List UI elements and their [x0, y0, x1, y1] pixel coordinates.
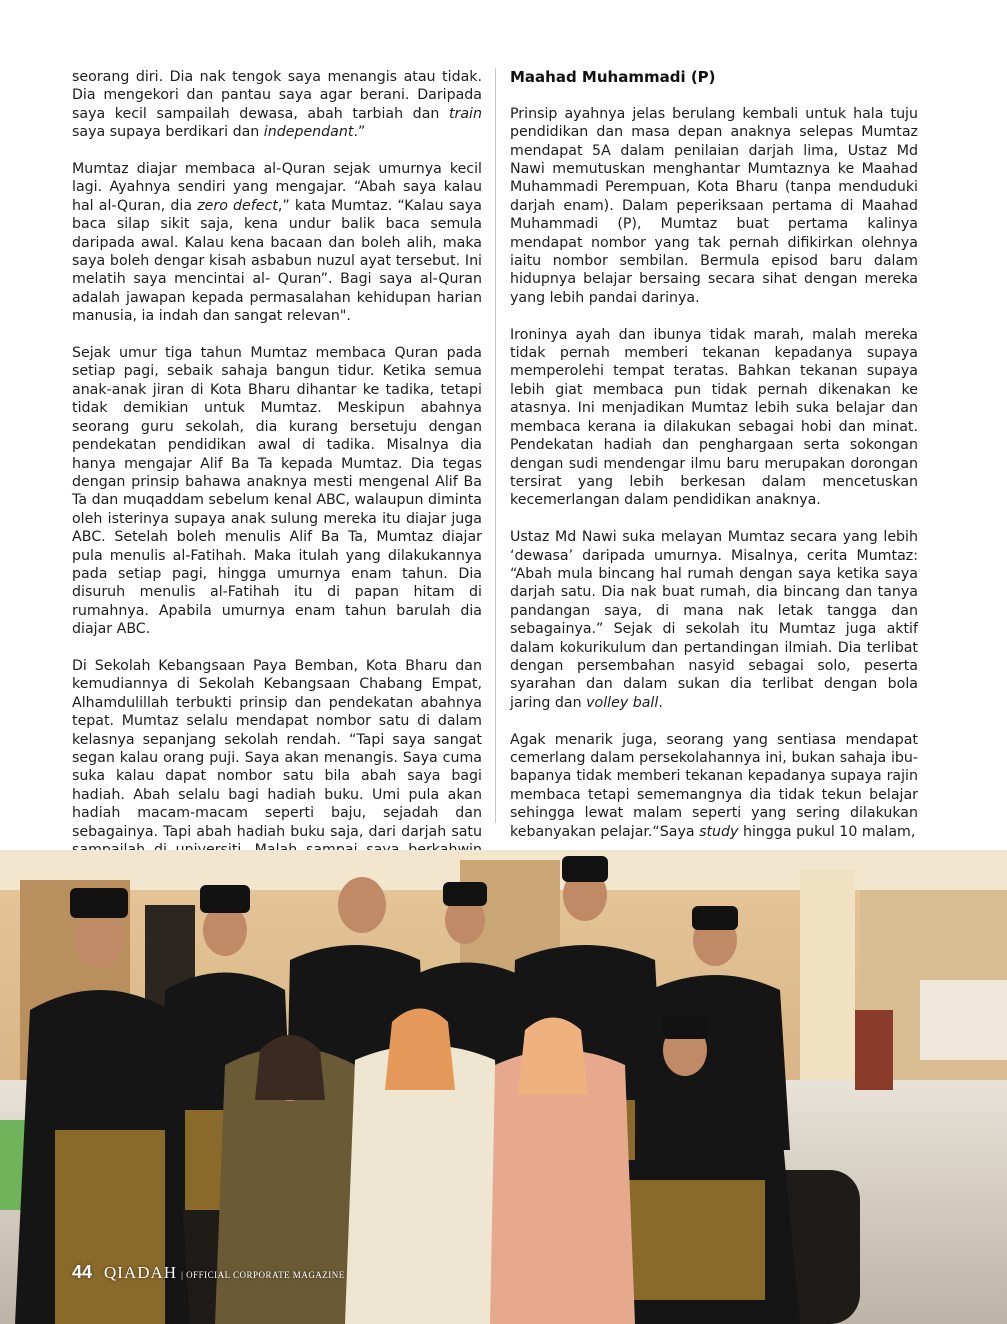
text-run: .	[658, 694, 663, 711]
italic-term: volley ball	[586, 694, 659, 711]
page-footer	[72, 1262, 345, 1286]
text-run: saya supaya berdikari dan	[72, 124, 264, 141]
section-heading: Maahad Muhammadi (P)	[510, 68, 716, 86]
italic-term: independant	[263, 124, 354, 141]
italic-term: zero defect	[197, 197, 278, 214]
right-paragraph-2	[510, 326, 918, 510]
text-run: hingga pukul 10 malam,	[738, 823, 916, 840]
right-paragraph-3	[510, 528, 918, 712]
text-run: Sejak umur tiga tahun Mumtaz membaca Quran pada setiap pagi, sebaik sahaja bangun tidur. Ketika semua anak-anak jiran di Kota Bharu dihantar ke tadika, tetapi tidak demikian untuk Mumtaz. Meskipun abahnya seorang guru sekolah, dia kurang bersetuju dengan pendekatan pendidikan awal di tadika. Misalnya dia hanya mengajar Alif Ba Ta kepada Mumtaz. Dia tegas dengan prinsip bahawa anaknya mesti mengenal Alif Ba Ta dan muqaddam sebelum kenal ABC, walaupun diminta oleh isterinya supaya anak sulung mereka itu diajar juga ABC. Setelah boleh menulis Alif Ba Ta, Mumtaz diajar pula menulis al-Fatihah. Maka itulah yang dilakukannya pada setiap pagi, hingga umurnya enam tahun. Dia disuruh menulis al-Fatihah itu di papan hitam di rumahnya. Apabila umurnya enam tahun barulah dia diajar ABC.	[72, 345, 482, 638]
page-number: 44	[72, 1262, 93, 1282]
left-paragraph-4	[72, 657, 482, 878]
magazine-tagline: | OFFICIAL CORPORATE MAGAZINE	[181, 1270, 345, 1280]
text-run: .”	[353, 124, 366, 141]
right-paragraph-4	[510, 731, 918, 841]
text-run: ,” kata Mumtaz. “Kalau saya baca silap sikit saja, kena undur balik baca semula daripada awal. Kalau kena bacaan dan boleh alih, maka saya boleh dengar kisah asbabun nuzul ayat tersebut. Ini melatih saya mencintai al- Quran”. Bagi saya al-Quran adalah jawapan kepada permasalahan kehidupan harian manusia, ia indah dan sangat relevan".	[72, 197, 482, 325]
group-photo	[0, 850, 1007, 1324]
magazine-logo: QIADAH	[104, 1263, 178, 1282]
column-divider	[495, 68, 496, 823]
right-column	[510, 68, 918, 841]
text-run: Ironinya ayah dan ibunya tidak marah, malah mereka tidak pernah memberi tekanan kepadanya supaya memperolehi tempat teratas. Bahkan tekanan supaya lebih giat membaca pun tidak pernah dikenakan ke atasnya. Ini menjadikan Mumtaz lebih suka belajar dan membaca kerana ia dilakukan sebagai hobi dan minat. Pendekatan hadiah dan penghargaan serta sokongan dengan sudi mendengar ilmu baru merupakan dorongan tersirat yang lebih berkesan dalam mencetuskan kecemerlangan dalam pendidikan anaknya.	[510, 326, 918, 509]
text-run: Agak menarik juga, seorang yang sentiasa mendapat cemerlang dalam persekolahannya ini, bukan sahaja ibu-bapanya tidak memberi tekanan kepadanya supaya rajin membaca tetapi sememangnya dia tidak tekun belajar sehingga lewat malam seperti yang sering dilakukan kebanyakan pelajar.“Saya	[510, 731, 918, 840]
left-paragraph-2	[72, 160, 482, 326]
italic-term: train	[448, 105, 482, 122]
right-paragraph-1	[510, 105, 918, 307]
italic-term: study	[699, 823, 739, 840]
left-paragraph-3	[72, 344, 482, 639]
text-run: Mumtaz diajar membaca al-Quran sejak umurnya kecil lagi. Ayahnya sendiri yang mengajar. “Abah saya kalau hal al-Quran, dia	[72, 161, 482, 214]
text-run: Di Sekolah Kebangsaan Paya Bemban, Kota Bharu dan kemudiannya di Sekolah Kebangsaan Chabang Empat, Alhamdulillah terbukti prinsip dan pendekatan abahnya tepat. Mumtaz selalu mendapat nombor satu di dalam kelasnya sepanjang sekolah rendah. “Tapi saya sangat segan kalau orang puji. Saya akan menangis. Saya cuma suka kalau dapat nombor satu bila abah saya bagi hadiah. Abah selalu bagi hadiah buku. Umi pula akan hadiah macam-macam seperti baju, sejadah dan sebagainya. Tapi abah hadiah buku saja, dari darjah satu	[72, 657, 482, 840]
left-column	[72, 68, 482, 878]
left-paragraph-1	[72, 68, 482, 142]
text-run: Prinsip ayahnya jelas berulang kembali untuk hala tuju pendidikan dan masa depan anaknya selepas Mumtaz mendapat 5A dalam penilaian darjah lima, Ustaz Md Nawi memutuskan menghantar Mumtaznya ke Maahad Muhammadi Perempuan, Kota Bharu (tanpa menduduki darjah enam). Dalam peperiksaan pertama di Maahad Muhammadi (P), Mumtaz buat pertama kalinya mendapat nombor yang tak pernah difikirkan olehnya iaitu nombor sembilan. Bermula episod baru dalam hidupnya belajar bersaing secara sihat dengan mereka yang lebih pandai darinya.	[510, 105, 918, 306]
text-run: Ustaz Md Nawi suka melayan Mumtaz secara yang lebih ‘dewasa’ daripada umurnya. Misalnya, cerita Mumtaz: “Abah mula bincang hal rumah dengan saya ketika saya darjah satu. Dia nak buat rumah, dia bincang dan tanya pandangan saya, di mana nak letak tangga dan sebagainya.” Sejak di sekolah itu Mumtaz juga aktif dalam kokurikulum dan pertandingan ilmiah. Dia terlibat dengan persembahan nasyid sebagai solo, peserta syarahan dan dalam sukan dia terlibat dengan bola jaring dan	[510, 529, 918, 711]
text-run: seorang diri. Dia nak tengok saya menangis atau tidak. Dia mengekori dan pantau saya agar berani. Daripada saya kecil sampailah dewasa, abah tarbiah dan	[72, 69, 482, 122]
